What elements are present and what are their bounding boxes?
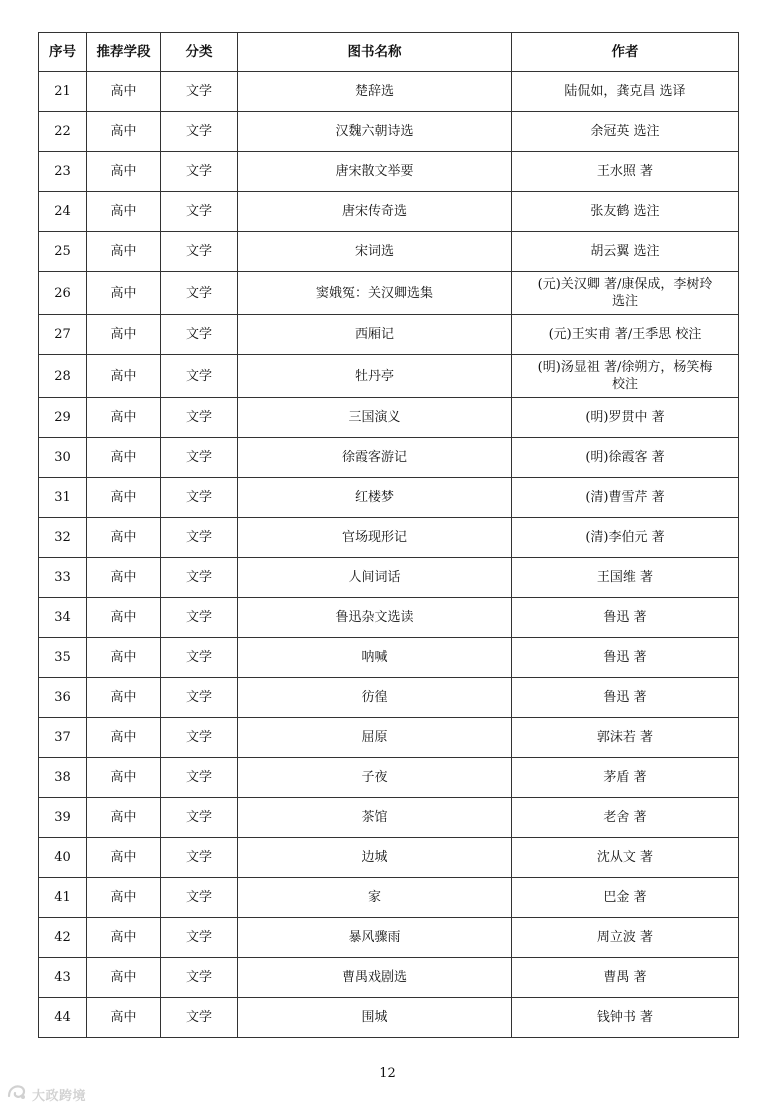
cell-number: 38 (39, 758, 87, 798)
cell-category: 文学 (161, 718, 238, 758)
author-line: 老舍 著 (603, 810, 647, 825)
cell-author (512, 598, 739, 638)
cell-stage: 高中 (87, 398, 161, 438)
author-line: 胡云翼 选注 (590, 244, 660, 259)
cell-stage: 高中 (87, 878, 161, 918)
cell-number: 35 (39, 638, 87, 678)
cell-title: 呐喊 (238, 638, 512, 678)
cell-category: 文学 (161, 272, 238, 315)
author-line: 鲁迅 著 (603, 610, 647, 625)
table-row (39, 478, 739, 518)
table-row (39, 558, 739, 598)
cell-author (512, 272, 739, 315)
book-list-table (38, 32, 739, 1038)
header-number: 序号 (39, 33, 87, 72)
table-row (39, 878, 739, 918)
cell-title: 子夜 (238, 758, 512, 798)
cell-category: 文学 (161, 918, 238, 958)
cell-number: 39 (39, 798, 87, 838)
table-row (39, 838, 739, 878)
cell-title: 鲁迅杂文选读 (238, 598, 512, 638)
table-row (39, 272, 739, 315)
cell-number: 36 (39, 678, 87, 718)
table-row (39, 152, 739, 192)
author-line: 曹禺 著 (603, 970, 647, 985)
cell-category: 文学 (161, 72, 238, 112)
author-line: 钱钟书 著 (596, 1010, 654, 1025)
cell-author (512, 112, 739, 152)
cell-category: 文学 (161, 355, 238, 398)
cell-author (512, 878, 739, 918)
cell-title: 牡丹亭 (238, 355, 512, 398)
cell-number: 24 (39, 192, 87, 232)
cell-stage: 高中 (87, 518, 161, 558)
cell-category: 文学 (161, 958, 238, 998)
cell-category: 文学 (161, 398, 238, 438)
cell-number: 43 (39, 958, 87, 998)
cell-title: 唐宋散文举要 (238, 152, 512, 192)
author-line: (明)汤显祖 著/徐朔方，杨笑梅 (537, 360, 713, 375)
cell-author (512, 355, 739, 398)
cell-author (512, 192, 739, 232)
cell-category: 文学 (161, 438, 238, 478)
author-line: 选注 (611, 294, 638, 309)
cell-stage: 高中 (87, 958, 161, 998)
cell-category: 文学 (161, 838, 238, 878)
cell-category: 文学 (161, 998, 238, 1038)
author-line: 鲁迅 著 (603, 690, 647, 705)
cell-number: 31 (39, 478, 87, 518)
cell-title: 三国演义 (238, 398, 512, 438)
cell-title: 官场现形记 (238, 518, 512, 558)
table-row (39, 918, 739, 958)
cell-category: 文学 (161, 112, 238, 152)
cell-stage: 高中 (87, 232, 161, 272)
cell-title: 楚辞选 (238, 72, 512, 112)
table-row (39, 958, 739, 998)
cell-stage: 高中 (87, 478, 161, 518)
cell-stage: 高中 (87, 272, 161, 315)
cell-stage: 高中 (87, 638, 161, 678)
author-line: (明)罗贯中 著 (585, 410, 665, 425)
table-row (39, 438, 739, 478)
table-row (39, 678, 739, 718)
cell-category: 文学 (161, 758, 238, 798)
cell-author (512, 998, 739, 1038)
cell-stage: 高中 (87, 152, 161, 192)
table-row (39, 192, 739, 232)
cell-number: 34 (39, 598, 87, 638)
author-line: 茅盾 著 (603, 770, 647, 785)
cell-author (512, 438, 739, 478)
cell-author (512, 518, 739, 558)
author-line: (明)徐霞客 著 (585, 450, 665, 465)
cell-stage: 高中 (87, 798, 161, 838)
cell-number: 30 (39, 438, 87, 478)
cell-author (512, 918, 739, 958)
table-header-row (39, 33, 739, 72)
cell-author (512, 398, 739, 438)
author-line: (清)曹雪芹 著 (585, 490, 665, 505)
cell-category: 文学 (161, 152, 238, 192)
cell-number: 42 (39, 918, 87, 958)
cell-category: 文学 (161, 678, 238, 718)
cell-author (512, 152, 739, 192)
cell-number: 44 (39, 998, 87, 1038)
table-row (39, 758, 739, 798)
header-author: 作者 (512, 33, 739, 72)
cell-author (512, 315, 739, 355)
cell-title: 暴风骤雨 (238, 918, 512, 958)
cell-stage: 高中 (87, 758, 161, 798)
cell-title: 徐霞客游记 (238, 438, 512, 478)
cell-number: 37 (39, 718, 87, 758)
cell-category: 文学 (161, 478, 238, 518)
cell-title: 红楼梦 (238, 478, 512, 518)
author-line: 巴金 著 (603, 890, 647, 905)
cell-stage: 高中 (87, 315, 161, 355)
header-stage: 推荐学段 (87, 33, 161, 72)
cell-number: 29 (39, 398, 87, 438)
author-line: 沈从文 著 (596, 850, 654, 865)
cell-stage: 高中 (87, 718, 161, 758)
cell-title: 家 (238, 878, 512, 918)
cell-number: 27 (39, 315, 87, 355)
table-row (39, 315, 739, 355)
table-row (39, 998, 739, 1038)
author-line: (元)王实甫 著/王季思 校注 (548, 327, 702, 342)
cell-category: 文学 (161, 878, 238, 918)
cell-title: 宋词选 (238, 232, 512, 272)
cell-number: 25 (39, 232, 87, 272)
cell-author (512, 638, 739, 678)
cell-author (512, 558, 739, 598)
table-row (39, 355, 739, 398)
author-line: 余冠英 选注 (590, 124, 660, 139)
author-line: (清)李伯元 著 (585, 530, 665, 545)
cell-category: 文学 (161, 598, 238, 638)
author-line: 鲁迅 著 (603, 650, 647, 665)
cell-title: 屈原 (238, 718, 512, 758)
cell-number: 32 (39, 518, 87, 558)
cell-stage: 高中 (87, 918, 161, 958)
table-row (39, 232, 739, 272)
cell-author (512, 232, 739, 272)
author-line: 陆侃如，龚克昌 选译 (564, 84, 686, 99)
table-row (39, 112, 739, 152)
cell-stage: 高中 (87, 72, 161, 112)
cell-number: 28 (39, 355, 87, 398)
cell-category: 文学 (161, 518, 238, 558)
cell-stage: 高中 (87, 558, 161, 598)
cell-author (512, 838, 739, 878)
watermark (6, 1083, 106, 1105)
cell-stage: 高中 (87, 598, 161, 638)
cell-stage: 高中 (87, 112, 161, 152)
cell-number: 26 (39, 272, 87, 315)
cell-category: 文学 (161, 315, 238, 355)
cell-title: 汉魏六朝诗选 (238, 112, 512, 152)
table-body (39, 72, 739, 1038)
cell-category: 文学 (161, 232, 238, 272)
table-row (39, 798, 739, 838)
cell-stage: 高中 (87, 192, 161, 232)
header-category: 分类 (161, 33, 238, 72)
cell-category: 文学 (161, 192, 238, 232)
table-row (39, 398, 739, 438)
cell-author (512, 758, 739, 798)
table-row (39, 718, 739, 758)
cell-author (512, 72, 739, 112)
cell-number: 41 (39, 878, 87, 918)
author-line: 张友鹤 选注 (590, 204, 660, 219)
cell-category: 文学 (161, 558, 238, 598)
cell-title: 曹禺戏剧选 (238, 958, 512, 998)
author-line: 王水照 著 (596, 164, 654, 179)
cell-title: 人间词话 (238, 558, 512, 598)
cell-number: 40 (39, 838, 87, 878)
table-row (39, 598, 739, 638)
cell-title: 围城 (238, 998, 512, 1038)
table-row (39, 518, 739, 558)
author-line: 周立波 著 (596, 930, 654, 945)
cell-title: 彷徨 (238, 678, 512, 718)
cell-stage: 高中 (87, 678, 161, 718)
cell-author (512, 718, 739, 758)
cell-author (512, 478, 739, 518)
cell-number: 21 (39, 72, 87, 112)
cell-title: 唐宋传奇选 (238, 192, 512, 232)
cell-number: 22 (39, 112, 87, 152)
cell-title: 窦娥冤：关汉卿选集 (238, 272, 512, 315)
cell-category: 文学 (161, 798, 238, 838)
watermark-text: 大政跨境 (32, 1088, 87, 1104)
header-title: 图书名称 (238, 33, 512, 72)
table-row (39, 72, 739, 112)
cell-stage: 高中 (87, 838, 161, 878)
page-number: 12 (379, 1066, 396, 1081)
cell-author (512, 678, 739, 718)
table-row (39, 638, 739, 678)
cell-stage: 高中 (87, 355, 161, 398)
author-line: (元)关汉卿 著/康保成，李树玲 (537, 277, 713, 292)
author-line: 郭沫若 著 (596, 730, 654, 745)
cell-stage: 高中 (87, 998, 161, 1038)
cell-stage: 高中 (87, 438, 161, 478)
cell-author (512, 798, 739, 838)
author-line: 校注 (611, 377, 638, 392)
cell-author (512, 958, 739, 998)
cell-title: 茶馆 (238, 798, 512, 838)
watermark-logo-icon (6, 1082, 28, 1106)
cell-title: 西厢记 (238, 315, 512, 355)
cell-number: 33 (39, 558, 87, 598)
cell-title: 边城 (238, 838, 512, 878)
author-line: 王国维 著 (596, 570, 654, 585)
cell-category: 文学 (161, 638, 238, 678)
cell-number: 23 (39, 152, 87, 192)
